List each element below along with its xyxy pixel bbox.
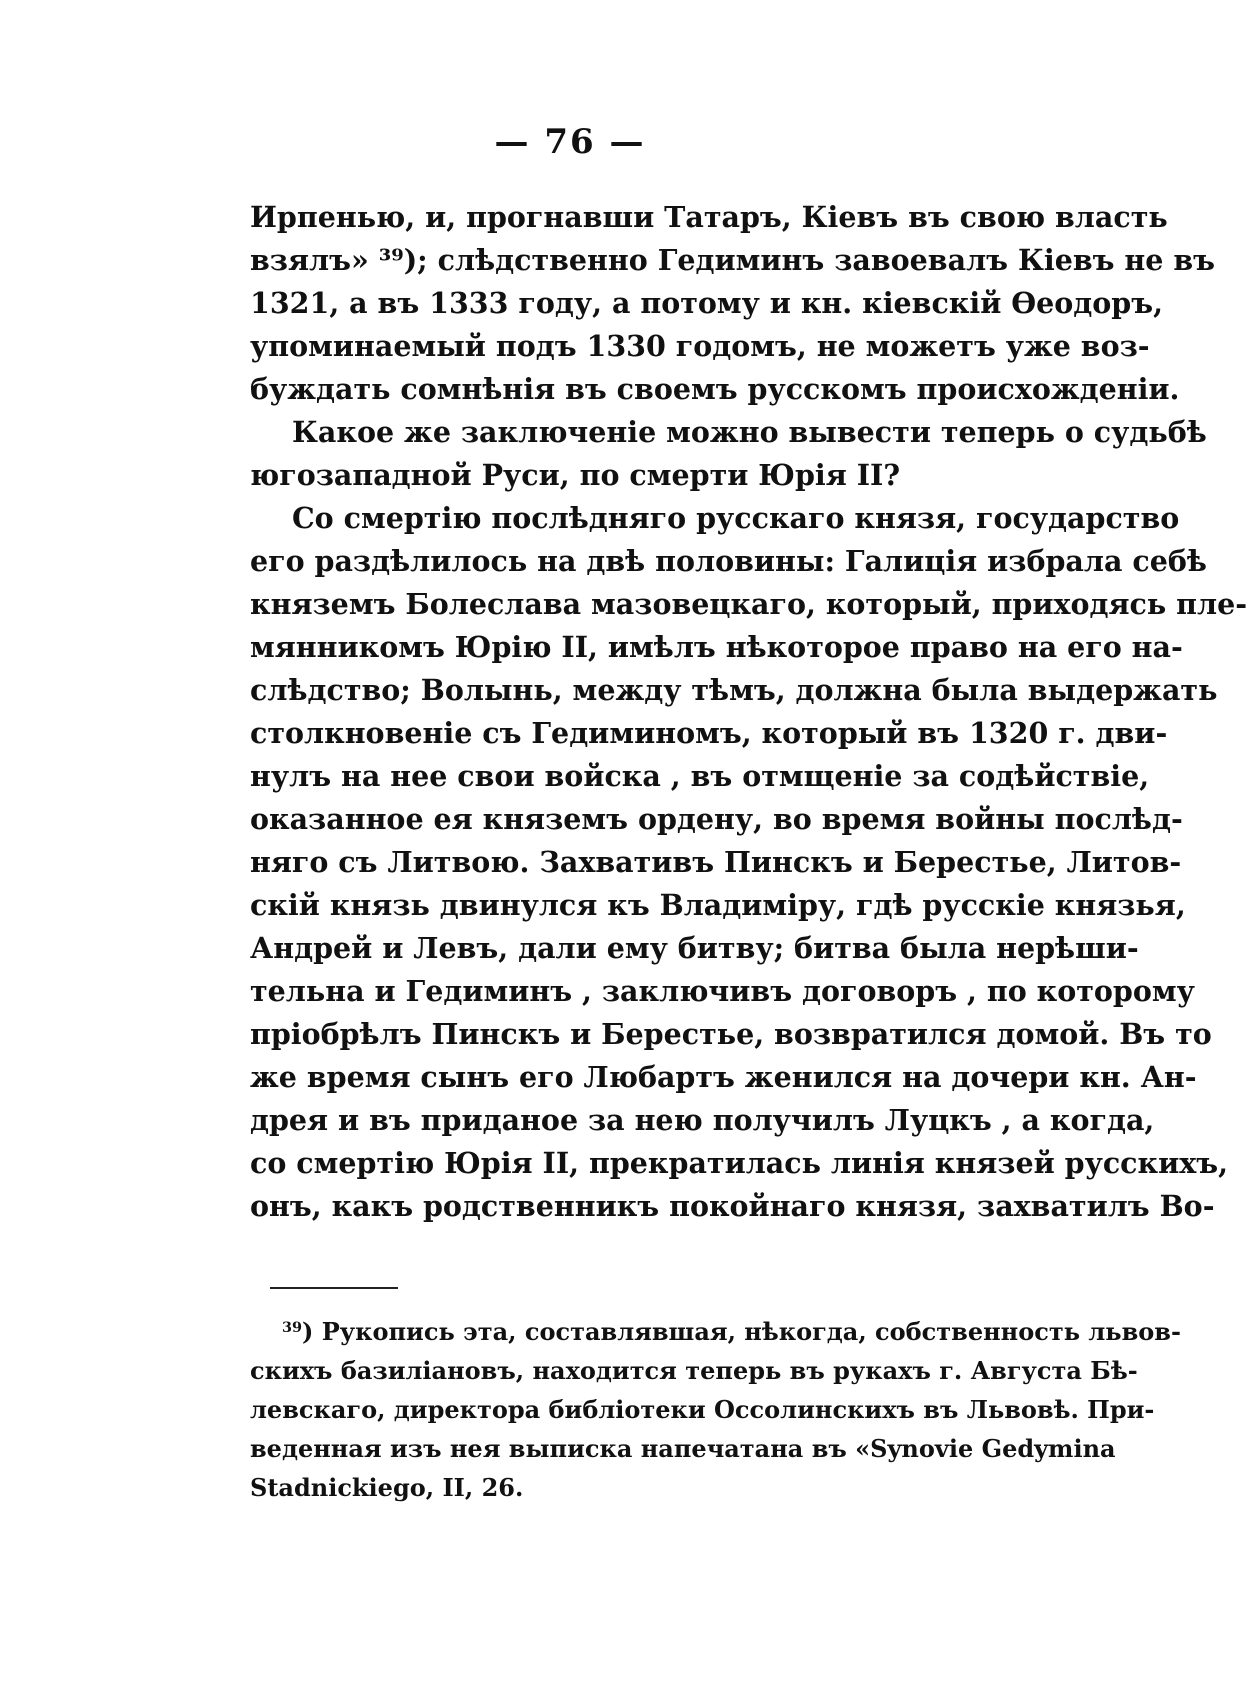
text-line: онъ, какъ родственникъ покойнаго князя, захватилъ Во-: [250, 1189, 1215, 1223]
footnote-text: ) Рукопись эта, составлявшая, нѣкогда, собственность львов-: [302, 1317, 1181, 1346]
text-line: со смертію Юрія II, прекратилась линія князей русскихъ,: [250, 1146, 1229, 1180]
footnote: [250, 1312, 1181, 1507]
footnote-line: скихъ базиліановъ, находится теперь въ рукахъ г. Августа Бѣ-: [250, 1356, 1138, 1385]
text-line: Со смертію послѣдняго русскаго князя, государство: [292, 501, 1180, 535]
text-line: тельна и Гедиминъ , заключивъ договоръ , по которому: [250, 974, 1195, 1008]
text-line: дрея и въ приданое за нею получилъ Луцкъ , а когда,: [250, 1103, 1155, 1137]
page-number: — 76 —: [494, 122, 646, 162]
text-line: югозападной Руси, по смерти Юрія II?: [250, 458, 901, 492]
text-line: Андрей и Левъ, дали ему битву; битва была нерѣши-: [250, 931, 1139, 965]
text-line: упоминаемый подъ 1330 годомъ, не можетъ уже воз-: [250, 329, 1150, 363]
footnote-line: [250, 1312, 1181, 1351]
footnote-marker: 39: [282, 1319, 303, 1336]
footnote-divider: [270, 1287, 398, 1289]
text-line: 1321, а въ 1333 году, а потому и кн. кіевскій Ѳеодоръ,: [250, 286, 1163, 320]
text-line: няго съ Литвою. Захвативъ Пинскъ и Берестье, Литов-: [250, 845, 1182, 879]
footnote-line: левскаго, директора библіотеки Оссолинскихъ въ Львовѣ. При-: [250, 1395, 1155, 1424]
text-line: нулъ на нее свои войска , въ отмщеніе за содѣйствіе,: [250, 759, 1150, 793]
footnote-line: веденная изъ нея выписка напечатана въ «Synovie Gedymina: [250, 1434, 1116, 1463]
footnote-line: Stadnickiego, II, 26.: [250, 1473, 524, 1502]
text-line: оказанное ея княземъ ордену, во время войны послѣд-: [250, 802, 1183, 836]
text-line: княземъ Болеслава мазовецкаго, который, приходясь пле-: [250, 587, 1247, 621]
text-line: пріобрѣлъ Пинскъ и Берестье, возвратился домой. Въ то: [250, 1017, 1212, 1051]
text-line: буждать сомнѣнія въ своемъ русскомъ происхожденіи.: [250, 372, 1180, 406]
text-line: его раздѣлилось на двѣ половины: Галиція избрала себѣ: [250, 544, 1207, 578]
text-line: Ирпенью, и, прогнавши Татаръ, Кіевъ въ свою власть: [250, 200, 1168, 234]
text-line: мянникомъ Юрію II, имѣлъ нѣкоторое право на его на-: [250, 630, 1183, 664]
text-line: Какое же заключеніе можно вывести теперь о судьбѣ: [292, 415, 1207, 449]
main-text: [250, 196, 1247, 1228]
text-line: скій князь двинулся къ Владиміру, гдѣ русскіе князья,: [250, 888, 1186, 922]
text-line: взялъ» ³⁹); слѣдственно Гедиминъ завоевалъ Кіевъ не въ: [250, 243, 1215, 277]
text-line: же время сынъ его Любартъ женился на дочери кн. Ан-: [250, 1060, 1197, 1094]
text-line: слѣдство; Волынь, между тѣмъ, должна была выдержать: [250, 673, 1218, 707]
text-line: столкновеніе съ Гедиминомъ, который въ 1320 г. дви-: [250, 716, 1168, 750]
